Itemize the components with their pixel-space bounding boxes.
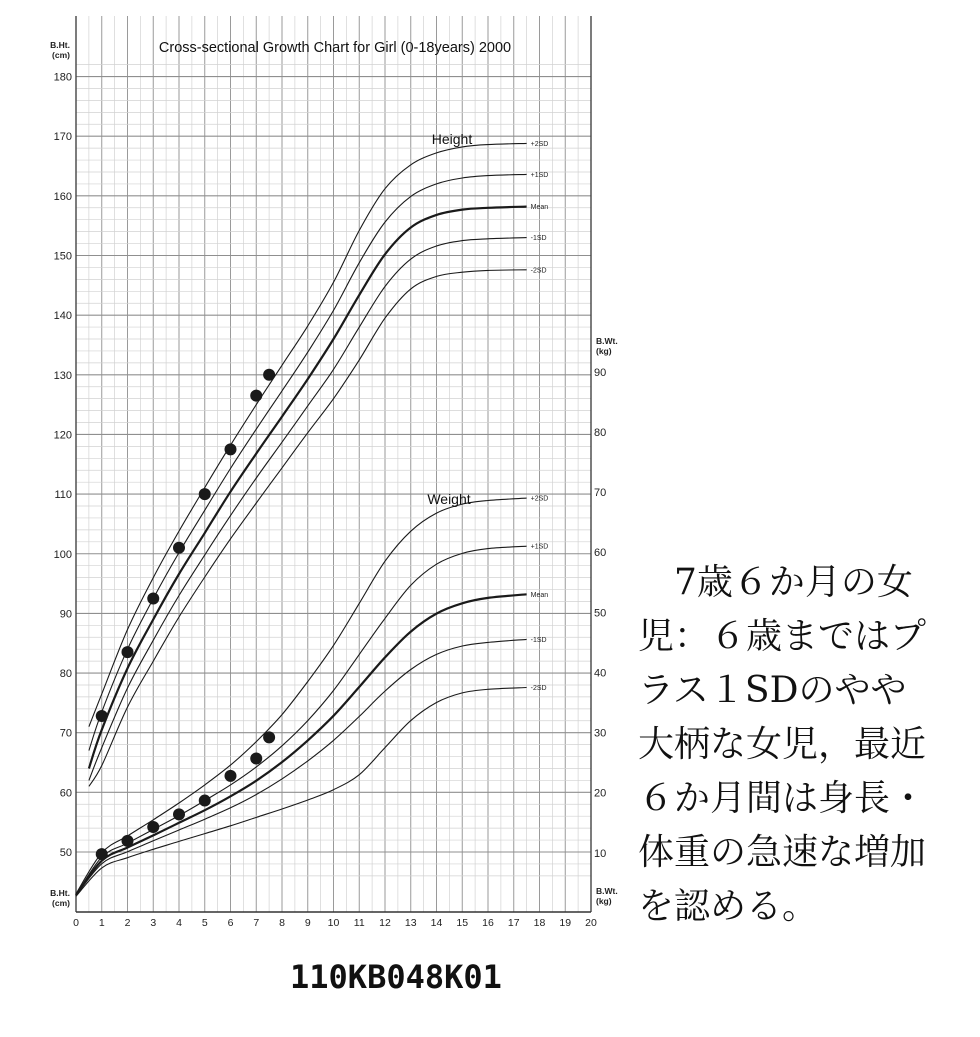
right-tick-label: 30 — [594, 727, 607, 740]
weight-points-dot — [173, 808, 185, 820]
weight-points-dot — [147, 821, 159, 833]
left-bottom-label-line: B.Ht. — [50, 888, 70, 898]
left-tick-label: 140 — [53, 310, 72, 323]
weight-curves-sd-label: +2SD — [530, 495, 549, 503]
x-tick-label: 0 — [73, 917, 79, 929]
caption-line-2: 児：６歳まではプ — [638, 616, 927, 657]
x-tick-label: 5 — [201, 917, 208, 929]
left-tick-label: 160 — [53, 190, 72, 203]
weight-curves-sd-label: -2SD — [530, 685, 547, 693]
left-tick-label: 70 — [59, 727, 72, 740]
left-tick-label: 150 — [53, 250, 72, 263]
weight-curves-sd-label: Mean — [530, 591, 549, 599]
left-top-label-line: B.Ht. — [50, 40, 70, 50]
left-axis-top-label — [50, 40, 70, 60]
left-tick-label: 100 — [53, 548, 72, 561]
height-points-dot — [250, 390, 262, 402]
weight-curves-sd-label: -1SD — [530, 636, 547, 644]
left-bottom-label-line: (cm) — [52, 898, 70, 908]
left-axis-bottom-label — [50, 888, 70, 908]
x-tick-label: 9 — [304, 917, 311, 929]
caption — [638, 556, 974, 934]
left-tick-label: 130 — [53, 369, 72, 382]
x-tick-label: 8 — [279, 917, 285, 929]
caption-line-3: ラス１SDのやや — [638, 670, 907, 711]
right-tick-label: 80 — [594, 426, 607, 439]
weight-curves-sd-label: +1SD — [530, 543, 549, 551]
x-tick-label: 11 — [353, 917, 365, 929]
x-axis-ticks — [73, 917, 597, 929]
weight-points-dot — [122, 835, 134, 847]
x-tick-label: 15 — [456, 917, 469, 929]
x-tick-label: 3 — [150, 917, 157, 929]
x-tick-label: 6 — [227, 917, 234, 929]
left-tick-label: 80 — [59, 668, 72, 681]
left-tick-label: 50 — [59, 847, 72, 859]
height-curves-sd-label: -2SD — [530, 267, 547, 275]
x-tick-label: 12 — [379, 917, 391, 929]
weight-points-dot — [225, 770, 237, 782]
x-tick-label: 4 — [176, 917, 182, 929]
height-section-label: Height — [431, 131, 473, 147]
weight-points-dot — [96, 848, 108, 860]
x-tick-label: 20 — [585, 917, 597, 929]
left-tick-label: 60 — [59, 787, 72, 800]
height-curves-sd-label: Mean — [530, 204, 549, 212]
height-points-dot — [147, 592, 159, 604]
left-tick-label: 110 — [54, 489, 72, 502]
caption-line-4: 大柄な女児，最近 — [638, 724, 927, 765]
left-tick-label: 120 — [53, 429, 72, 442]
right-tick-label: 50 — [594, 607, 607, 620]
height-curves-sd-label: +1SD — [530, 171, 549, 179]
caption-line-7: を認める。 — [638, 886, 819, 927]
right-top-label-line: B.Wt. — [596, 336, 618, 346]
x-tick-label: 10 — [327, 917, 340, 929]
right-tick-label: 10 — [594, 847, 607, 860]
caption-line-5: ６か月間は身長・ — [638, 778, 927, 819]
height-points-dot — [263, 369, 275, 381]
caption-line-1: 7歳６か月の女 — [638, 562, 913, 603]
weight-points-dot — [250, 752, 262, 764]
left-tick-label: 170 — [53, 131, 72, 144]
x-tick-label: 19 — [559, 917, 572, 929]
weight-section-label: Weight — [427, 491, 471, 507]
left-top-label-line: (cm) — [52, 50, 70, 60]
height-points-dot — [225, 443, 237, 455]
chart-title: Cross-sectional Growth Chart for Girl (0-18years) 2000 — [158, 40, 512, 56]
right-tick-label: 70 — [594, 487, 607, 500]
grid — [76, 16, 591, 912]
right-top-label-line: (kg) — [596, 346, 612, 356]
weight-points-dot — [263, 731, 275, 743]
right-tick-label: 20 — [594, 787, 607, 800]
x-tick-label: 17 — [507, 917, 520, 929]
x-tick-label: 13 — [404, 917, 417, 929]
right-tick-label: 90 — [594, 366, 607, 379]
height-curves-sd-label: -1SD — [530, 235, 547, 243]
right-tick-label: 60 — [594, 547, 607, 560]
caption-line-6: 体重の急速な増加 — [638, 832, 927, 873]
x-tick-label: 1 — [98, 917, 105, 929]
right-bottom-label-line: B.Wt. — [596, 886, 618, 896]
x-tick-label: 14 — [430, 917, 443, 929]
right-tick-label: 40 — [594, 667, 607, 680]
left-tick-label: 90 — [59, 608, 72, 621]
height-points-dot — [173, 542, 185, 554]
x-tick-label: 16 — [482, 917, 494, 929]
right-bottom-label-line: (kg) — [596, 896, 612, 906]
left-tick-label: 180 — [53, 71, 72, 84]
height-points-dot — [199, 488, 211, 500]
x-tick-label: 7 — [253, 917, 260, 929]
x-tick-label: 18 — [533, 917, 546, 929]
height-curves-sd-label: +2SD — [530, 140, 549, 148]
image-code: 110KB048K01 — [290, 958, 502, 996]
weight-points-dot — [199, 795, 211, 807]
height-points-dot — [122, 646, 134, 658]
x-tick-label: 2 — [124, 917, 131, 929]
height-points-dot — [96, 710, 108, 722]
